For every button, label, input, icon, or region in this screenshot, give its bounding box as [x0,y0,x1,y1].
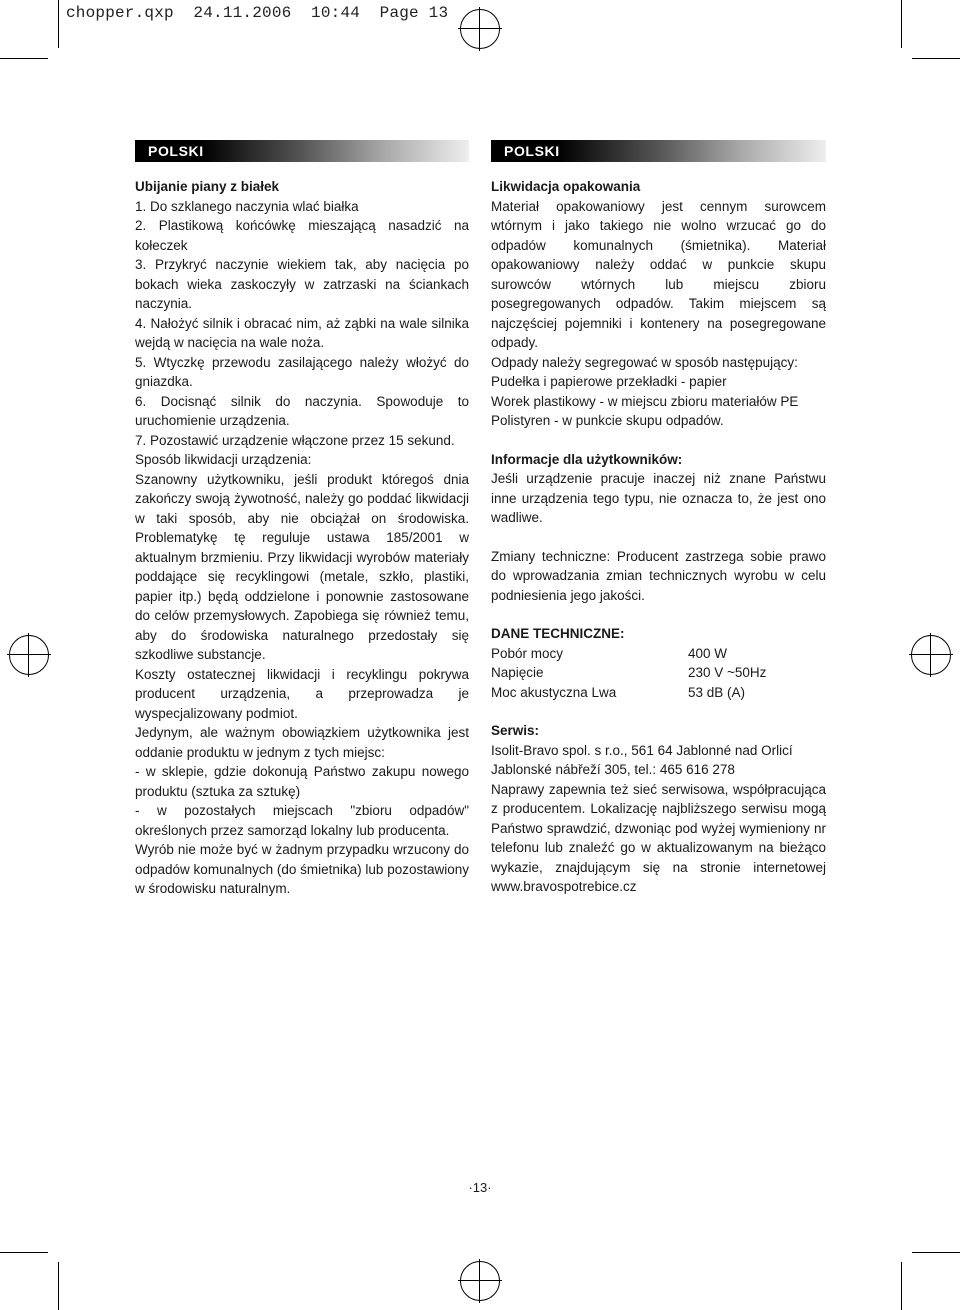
tech-value: 400 W [688,645,728,661]
crop-mark [58,0,59,48]
service-line: Isolit-Bravo spol. s r.o., 561 64 Jablonné nad Orlicí [491,742,793,758]
tech-row [491,663,826,683]
packaging-paragraph: Polistyren - w punkcie skupu odpadów. [491,413,724,428]
step-6: 6. Docisnąć silnik do naczynia. Spowoduje to uruchomienie urządzenia. [135,393,469,428]
disposal-paragraph: - w pozostałych miejscach "zbioru odpadów" określonych przez samorząd lokalny lub producenta. [135,803,469,838]
packaging-title: Likwidacja opakowania [491,179,641,194]
tech-label: Napięcie [491,665,544,680]
step-3: 3. Przykryć naczynie wiekiem tak, aby nacięcia po bokach wieka zaskoczyły w zatrzaski na ściankach naczynia. [135,257,469,311]
disposal-paragraph: Jedynym, ale ważnym obowiązkiem użytkownika jest oddanie produktu w jednym z tych miejsc: [135,725,469,760]
tech-label: Pobór mocy [491,645,564,661]
left-column [135,140,469,899]
step-2: 2. Plastikową końcówkę mieszającą nasadzić na kołeczek [135,218,469,253]
packaging-paragraph: Pudełka i papierowe przekładki - papier [491,374,727,389]
service-line: Jablonské nábřeží 305, tel.: 465 616 278 [491,762,735,777]
service-title: Serwis: [491,723,540,738]
packaging-paragraph: Worek plastikowy - w miejscu zbioru materiałów PE [491,393,799,409]
disposal-paragraph: Koszty ostatecznej likwidacji i recyklingu pokrywa producent urządzenia, a przeprowadza je wyspecjalizowany podmiot. [135,666,469,721]
tech-value: 53 dB (A) [688,684,746,700]
section-header-bar: POLSKI [135,140,469,162]
registration-mark-icon [460,1261,500,1301]
tech-label: Moc akustyczna Lwa [491,684,617,700]
right-column [491,140,826,897]
crop-mark [0,1252,48,1253]
disposal-paragraph: Szanowny użytkowniku, jeśli produkt któregoś dnia zakończy swoją żywotność, należy go poddać likwidacji w taki sposób, aby nie obciążał on środowiska. Problematykę tę reguluje ustawa 185/2001 w aktualnym brzmieniu. Przy likwidacji wyrobów materiały poddające się recyklingowi (metale, szkło, plastiki, papier itp.) będą oddzielone i ponownie zastosowane do celów przemysłowych. Zapobiega się również temu, aby do środowiska naturalnego przedostały się szkodliwe substancje. [135,471,469,662]
technical-changes-text: Zmiany techniczne: Producent zastrzega sobie prawo do wprowadzania zmian technicznych wyrobu w celu podniesienia jego jakości. [491,548,826,603]
crop-mark [912,58,960,59]
crop-mark [901,1262,902,1310]
tech-data-table [491,644,826,703]
tech-row [491,683,826,703]
step-7: 7. Pozostawić urządzenie włączone przez 15 sekund. [135,432,455,448]
crop-mark [912,1252,960,1253]
section-title-whipping: Ubijanie piany z białek [135,179,280,194]
packaging-paragraph: Odpady należy segregować w sposób następujący: [491,354,798,370]
step-5: 5. Wtyczkę przewodu zasilającego należy włożyć do gniazdka. [135,354,469,389]
step-1: 1. Do szklanego naczynia wlać białka [135,198,359,214]
print-slug: chopper.qxp 24.11.2006 10:44 Page 13 [66,4,449,22]
crop-mark [0,58,48,59]
page-number: ·13· [468,1180,492,1195]
section-header-bar: POLSKI [491,140,826,162]
registration-mark-icon [911,635,951,675]
crop-mark [58,1262,59,1310]
disposal-title: Sposób likwidacji urządzenia: [135,452,312,467]
service-line: Naprawy zapewnia też sieć serwisowa, współpracująca z producentem. Lokalizację najbliższego serwisu mogą Państwo sprawdzić, dzwoniąc pod wyżej wymieniony nr telefonu lub znaleźć go w aktualizowanym na bieżąco wykazie, znajdującym się na stronie internetowej www.bravospotrebice.cz [491,781,826,894]
registration-mark-icon [460,9,500,49]
steps-list [135,197,469,451]
registration-mark-icon [9,635,49,675]
disposal-paragraph: - w sklepie, gdzie dokonują Państwo zakupu nowego produktu (sztuka za sztukę) [135,764,469,799]
crop-mark [901,0,902,48]
tech-data-title: DANE TECHNICZNE: [491,626,625,641]
tech-value: 230 V ~50Hz [688,665,767,680]
disposal-paragraph: Wyrób nie może być w żadnym przypadku wrzucony do odpadów komunalnych (do śmietnika) lub pozostawiony w środowisku naturalnym. [135,842,469,896]
info-title: Informacje dla użytkowników: [491,451,683,467]
step-4: 4. Nałożyć silnik i obracać nim, aż ząbki na wale silnika wejdą w nacięcia na wale noża. [135,315,469,350]
info-text: Jeśli urządzenie pracuje inaczej niż znane Państwu inne urządzenia tego typu, nie oznacza to, że jest ono wadliwe. [491,471,826,525]
tech-row [491,644,826,664]
packaging-paragraph: Materiał opakowaniowy jest cennym surowcem wtórnym i jako takiego nie wolno wrzucać go do odpadów komunalnych (śmietnika). Materiał opakowaniowy należy oddać w punkcie skupu surowców wtórnych lub miejscu zbioru posegregowanych odpadów. Takim miejscem są najczęściej pojemniki i kontenery na posegregowane odpady. [491,198,826,350]
